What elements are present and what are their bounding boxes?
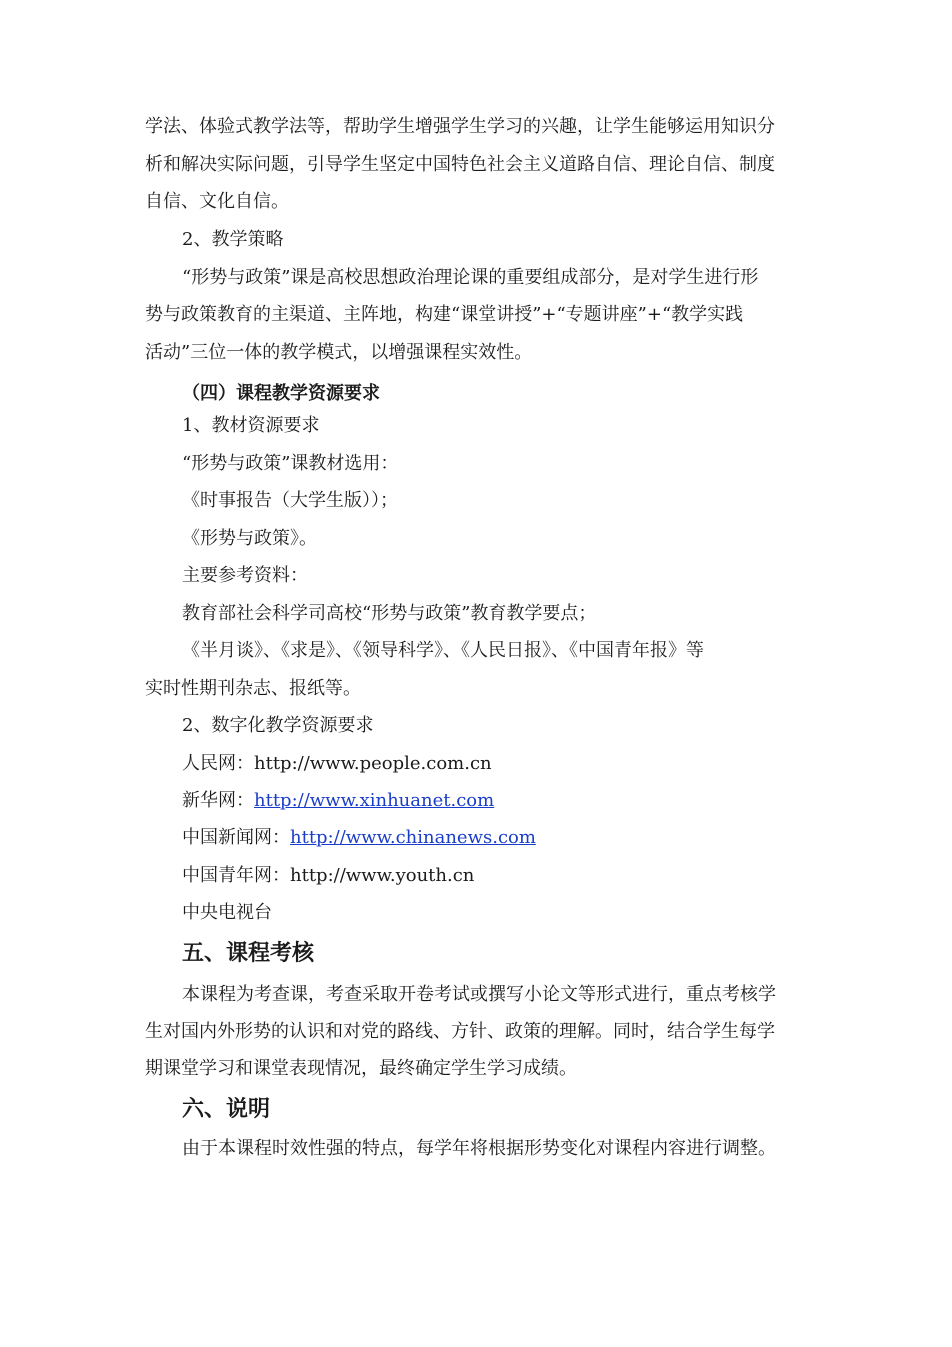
body-text-line: 由于本课程时效性强的特点，每学年将根据形势变化对课程内容进行调整。 — [182, 1138, 776, 1159]
body-text-line: 学法、体验式教学法等，帮助学生增强学生学习的兴趣，让学生能够运用知识分 — [145, 116, 775, 137]
chapter-heading: 六、说明 — [182, 1096, 271, 1122]
body-text-line: 析和解决实际问题，引导学生坚定中国特色社会主义道路自信、理论自信、制度 — [145, 154, 775, 175]
textbook-item: 《时事报告（大学生版））； — [182, 490, 398, 511]
website-url: http://www.people.com.cn — [254, 753, 492, 774]
body-text-line: 活动”三位一体的教学模式，以增强课程实效性。 — [145, 342, 533, 363]
body-text-line: 生对国内外形势的认识和对党的路线、方针、政策的理解。同时，结合学生每学 — [145, 1021, 775, 1042]
body-text-line: 期课堂学习和课堂表现情况，最终确定学生学习成绩。 — [145, 1058, 577, 1079]
body-text-line: 势与政策教育的主渠道、主阵地，构建“课堂讲授”+“专题讲座”+“教学实践 — [145, 304, 744, 325]
body-text-line: “形势与政策”课教材选用： — [182, 453, 399, 474]
body-text-line: 自信、文化自信。 — [145, 191, 289, 212]
reference-item: 教育部社会科学司高校“形势与政策”教育教学要点； — [182, 603, 597, 624]
website-link[interactable]: http://www.xinhuanet.com — [254, 790, 495, 811]
website-name: 人民网： — [182, 753, 254, 774]
website-name: 中国青年网： — [182, 865, 290, 886]
body-text-line: 本课程为考查课，考查采取开卷考试或撰写小论文等形式进行，重点考核学 — [182, 984, 776, 1005]
references-label: 主要参考资料： — [182, 565, 308, 586]
website-url: http://www.youth.cn — [290, 865, 475, 886]
website-entry — [182, 789, 494, 813]
subsection-heading: 2、教学策略 — [182, 229, 284, 250]
body-text-line: “形势与政策”课是高校思想政治理论课的重要组成部分，是对学生进行形 — [182, 267, 759, 288]
website-entry — [182, 752, 492, 776]
reference-item: 《半月谈》、《求是》、《领导科学》、《人民日报》、《中国青年报》等 — [182, 640, 704, 661]
chapter-heading: 五、课程考核 — [182, 940, 315, 966]
website-entry — [182, 864, 474, 888]
website-link[interactable]: http://www.chinanews.com — [290, 827, 536, 848]
section-heading: （四）课程教学资源要求 — [182, 383, 380, 404]
textbook-item: 《形势与政策》。 — [182, 528, 317, 549]
subsection-heading: 1、教材资源要求 — [182, 415, 320, 436]
website-entry — [182, 826, 536, 850]
reference-item: 实时性期刊杂志、报纸等。 — [145, 678, 361, 699]
website-entry: 中央电视台 — [182, 902, 272, 923]
website-name: 中国新闻网： — [182, 827, 290, 848]
website-name: 新华网： — [182, 790, 254, 811]
subsection-heading: 2、数字化教学资源要求 — [182, 715, 374, 736]
